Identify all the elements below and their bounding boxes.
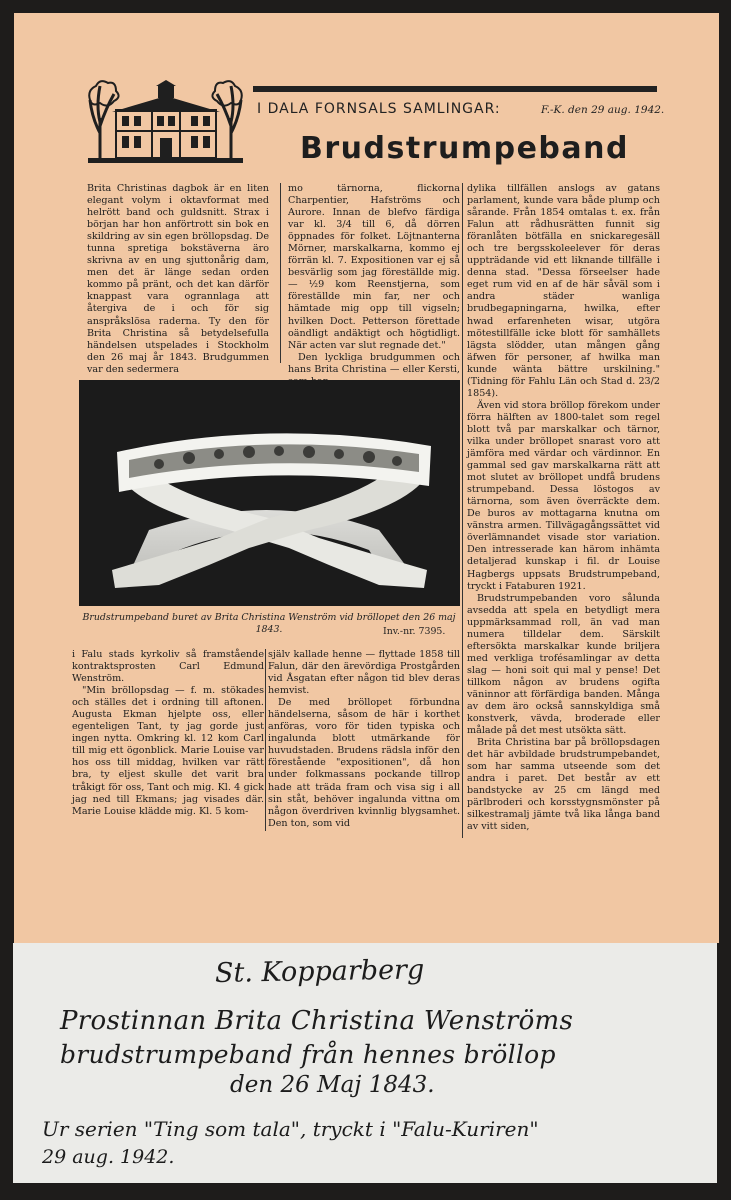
- inventory-number: Inv.-nr. 7395.: [383, 626, 446, 637]
- handwritten-print-date: 29 aug. 1942.: [42, 1146, 175, 1168]
- paragraph: Brita Christina bar på bröllopsdagen det här avbildade brudstrumpebandet, som har samma utseende som det andra i paret. Det består av ett bandstycke av 25 cm längd med pärlbroderi och korsstygnsmönster på silkestramalj jämte två lika långa band av vitt siden,: [467, 737, 660, 833]
- garter-ribbon-illustration: [79, 380, 460, 606]
- paragraph: Brudstrumpebanden voro sålunda avsedda att spela en betydligt mera uppmärksammad roll, än vad man numera tilldelar dem. Särskilt eftersökta marskalkar kunde briljera med verkliga trofésamlingar av detta slag — honi soit qui mal y pense! Det tillkom någon av brudens ogifta väninnor att förfärdiga banden. Många av dem äro också sannskyldiga små konstverk, vävda, broderade eller målade på det mest utsökta sätt.: [467, 592, 660, 737]
- column-divider: [265, 649, 266, 831]
- article-column-4: [72, 649, 264, 831]
- column-kicker: I DALA FORNSALS SAMLINGAR:: [257, 101, 501, 117]
- handwritten-series-note: Ur serien "Ting som tala", tryckt i "Falu-Kuriren": [42, 1117, 539, 1141]
- paragraph: "Min bröllopsdag — f. m. stökades och ställes det i ordning till aftonen. Augusta Ekman hjelpte oss, eller egenteligen Tant, ty jag gorde just ingen nytta. Omkring kl. 12 kom Carl till mig ett ögonblick. Marie Louise var hos oss till middag, hvilken var rätt bra, ty eljest skulle det varit bra tråkigt för oss, Tant och mig. Kl. 4 gick jag ned till Ekmans; jag visades där. Marie Louise klädde mig. Kl. 5 kom-: [72, 685, 264, 817]
- museum-building-logo: [88, 78, 243, 164]
- headline: Brudstrumpeband: [300, 131, 629, 166]
- handwritten-county: St. Kopparberg: [214, 954, 425, 989]
- paragraph: dylika tillfällen anslogs av gatans parlament, kunde vara både plump och sårande. Från 1854 omtalas t. ex. från Falun att rådhusrätten funnit sig föranlåten bötfälla en snickaregesäll och tre bergsskoleelever för deras uppträdande vid ett liknande tillfälle i denna stad. "Dessa förseelser hade eget rum vid en af de här såväl som i andra städer wanliga brudbegapningarna, hwilka, efter hwad erfarenheten wisar, utgöra mötestillfälle icke blott för samhällets lägsta slödder, utan mången gång äfwen för personer, af hwilka man kunde wänta bättre urskilning." (Tidning för Fahlu Län och Stad d. 23/2 1854).: [467, 183, 660, 399]
- handwritten-wedding-date: den 26 Maj 1843.: [230, 1072, 435, 1098]
- paragraph: De med bröllopet förbundna händelserna, såsom de här i korthet anföras, voro för tiden typiska och ingalunda blott utmärkande för huvudstaden. Brudens rädsla inför den förestående "expositionen", då hon under folkmassans pockande tillrop hade att träda fram och visa sig i all sin ståt, behöver ingalunda vittna om någon överdriven kvinnlig blygsamhet. Den ton, som vid: [268, 697, 460, 829]
- article-column-2: [288, 183, 460, 375]
- garter-photo: [79, 380, 460, 606]
- paragraph: Brita Christinas dagbok är en liten elegant volym i oktavformat med helrött band och guldsnitt. Strax i början har hon anförtrott sin bok en skildring av sin egen bröllopsdag. De tunna spretiga bokstäverna äro skrivna av en ung sjuttonårig dam, men det är länge sedan orden kommo på pränt, och det kan därför knappast vara ogrannlaga att återgiva de i och för sig anspråkslösa raderna. Ty den för Brita Christina så betydelsefulla händelsen utspelades i Stockholm den 26 maj år 1843. Brudgummen var den sedermera: [87, 183, 269, 375]
- paragraph: själv kallade henne — flyttade 1858 till Falun, där den ärevördiga Prostgården vid Åsgatan efter någon tid blev deras hemvist.: [268, 649, 460, 697]
- paragraph: Den lyckliga brudgummen och hans Brita Christina — eller Kersti,: [288, 351, 460, 375]
- article-column-5: [268, 649, 460, 831]
- article-column-3: [467, 183, 660, 841]
- header-rule: [253, 86, 657, 92]
- paragraph: mo tärnorna, flickorna Charpentier, Hafströms och Aurore. Innan de blefvo färdiga var kl. 3/4 till 6, då dörren öppnades för folket. Löjtnanterna Mörner, marskalkarna, kommo ej förrän kl. 7. Expositionen var ej så besvärlig som jag föreställde mig. — ½9 kom Reenstjerna, som föreställde min far, ner och hämtade mig opp till vigseln; hvilken Doct. Petterson förettade oändligt andäktigt och högtidligt. När acten var slut regnade det.": [288, 183, 460, 351]
- column-divider: [462, 183, 463, 838]
- article-column-1: [87, 183, 269, 375]
- handwritten-description-line-1: Prostinnan Brita Christina Wenströms: [60, 1006, 574, 1036]
- handwritten-description-line-2: brudstrumpeband från hennes bröllop: [60, 1040, 556, 1069]
- paragraph: i Falu stads kyrkoliv så framstående kontraktsprosten Carl Edmund Wenström.: [72, 649, 264, 685]
- paragraph: Även vid stora bröllop förekom under förra hälften av 1800-talet som regel blott två par marskalkar och tärnor, vilka under bröllopet snarast voro att jämföra med värdar och värdinnor. En gammal sed gav marskalkarna rätt att mot slutet av bröllopet undfå brudens strumpeband. Dessa löstogos av tärnorna, som även överräckte dem. De buros av mottagarna knutna om vänstra armen. Tillvägagångssättet vid överlämnandet visade stor variation. Den intresserade kan härom inhämta detaljerad kunskap i fil. dr Louise Hagbergs uppsats Brudstrumpeband, tryckt i Fataburen 1921.: [467, 399, 660, 592]
- dateline: F.-K. den 29 aug. 1942.: [541, 104, 665, 116]
- column-divider: [280, 183, 281, 363]
- photo-caption: Brudstrumpeband buret av Brita Christina Wenström vid bröllopet den 26 maj 1843.: [82, 612, 456, 635]
